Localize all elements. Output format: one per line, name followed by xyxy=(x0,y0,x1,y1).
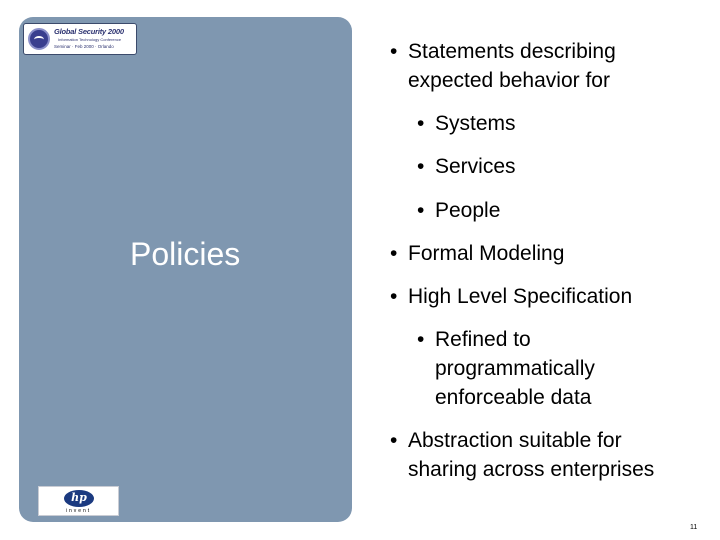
bullet-item xyxy=(417,109,707,138)
bullet-item xyxy=(417,325,707,412)
hp-logo-mark: hp xyxy=(71,491,87,504)
globe-swirl-icon xyxy=(28,28,50,50)
bullet-text: Abstraction suitable for sharing across enterprises xyxy=(408,429,655,481)
conference-logo xyxy=(23,23,137,55)
bullet-item xyxy=(417,152,707,181)
bullet-dot-icon: • xyxy=(390,40,398,63)
bullet-dot-icon: • xyxy=(390,429,398,452)
bullet-dot-icon: • xyxy=(417,328,425,351)
page-number: 11 xyxy=(690,524,698,531)
bullet-text: People xyxy=(435,199,501,222)
hp-invent-logo xyxy=(38,486,119,516)
bullet-text: Statements describing expected behavior for xyxy=(408,40,616,92)
hp-logo-tagline: invent xyxy=(65,508,92,514)
slide-title: Policies xyxy=(130,236,241,272)
bullet-item xyxy=(390,239,710,268)
bullet-dot-icon: • xyxy=(390,242,398,265)
logo-detail: Seminar · Feb 2000 · Orlando xyxy=(54,44,114,49)
logo-tagline: Information Technology Conference xyxy=(58,37,122,42)
logo-wordmark: Global Security 2000 xyxy=(54,27,124,36)
bullet-item xyxy=(417,196,707,225)
bullet-text: Services xyxy=(435,155,516,178)
bullet-dot-icon: • xyxy=(417,155,425,178)
bullet-dot-icon: • xyxy=(417,199,425,222)
bullet-text: High Level Specification xyxy=(408,285,633,308)
bullet-text: Systems xyxy=(435,112,516,135)
bullet-text: Refined to programmatically enforceable data xyxy=(435,328,595,409)
bullet-dot-icon: • xyxy=(390,285,398,308)
bullet-item xyxy=(390,282,710,311)
bullet-dot-icon: • xyxy=(417,112,425,135)
bullet-item xyxy=(390,426,710,484)
hp-logo-icon xyxy=(64,490,94,507)
bullet-text: Formal Modeling xyxy=(408,242,565,265)
bullet-item xyxy=(390,37,710,95)
